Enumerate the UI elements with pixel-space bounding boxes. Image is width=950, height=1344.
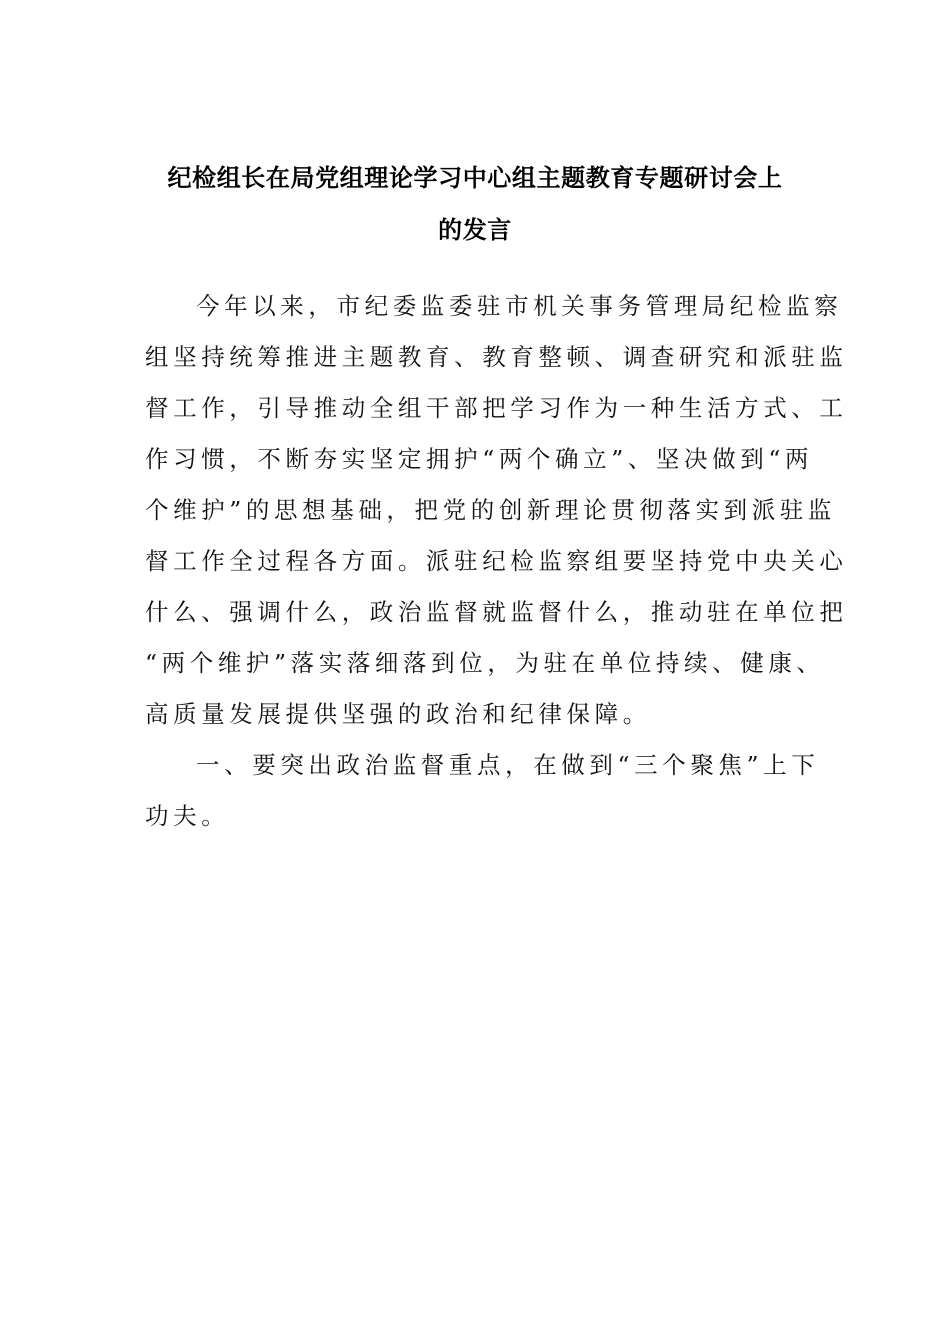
paragraph-1-line-7: 什么、强调什么，政治监督就监督什么，推动驻在单位把 — [145, 598, 848, 626]
paragraph-2-line-2: 功夫。 — [145, 802, 230, 830]
paragraph-1-line-8: “两个维护”落实落细落到位，为驻在单位持续、健康、 — [145, 649, 825, 677]
paragraph-1-line-2: 组坚持统筹推进主题教育、教育整顿、调查研究和派驻监 — [145, 343, 848, 371]
paragraph-1-line-9: 高质量发展提供坚强的政治和纪律保障。 — [145, 700, 651, 728]
paragraph-1-line-4: 作习惯，不断夯实坚定拥护“两个确立”、坚决做到“两 — [145, 445, 814, 473]
document-title-line-1: 纪检组长在局党组理论学习中心组主题教育专题研讨会上 — [167, 164, 783, 192]
paragraph-1-line-3: 督工作，引导推动全组干部把学习作为一种生活方式、工 — [145, 394, 848, 422]
paragraph-2-line-1: 一、要突出政治监督重点，在做到“三个聚焦”上下 — [196, 751, 820, 779]
paragraph-1-line-6: 督工作全过程各方面。派驻纪检监察组要坚持党中央关心 — [145, 547, 848, 575]
document-title-line-2: 的发言 — [438, 216, 512, 244]
paragraph-1-line-5: 个维护”的思想基础，把党的创新理论贯彻落实到派驻监 — [145, 496, 837, 524]
paragraph-1-line-1: 今年以来，市纪委监委驻市机关事务管理局纪检监察 — [196, 292, 843, 320]
